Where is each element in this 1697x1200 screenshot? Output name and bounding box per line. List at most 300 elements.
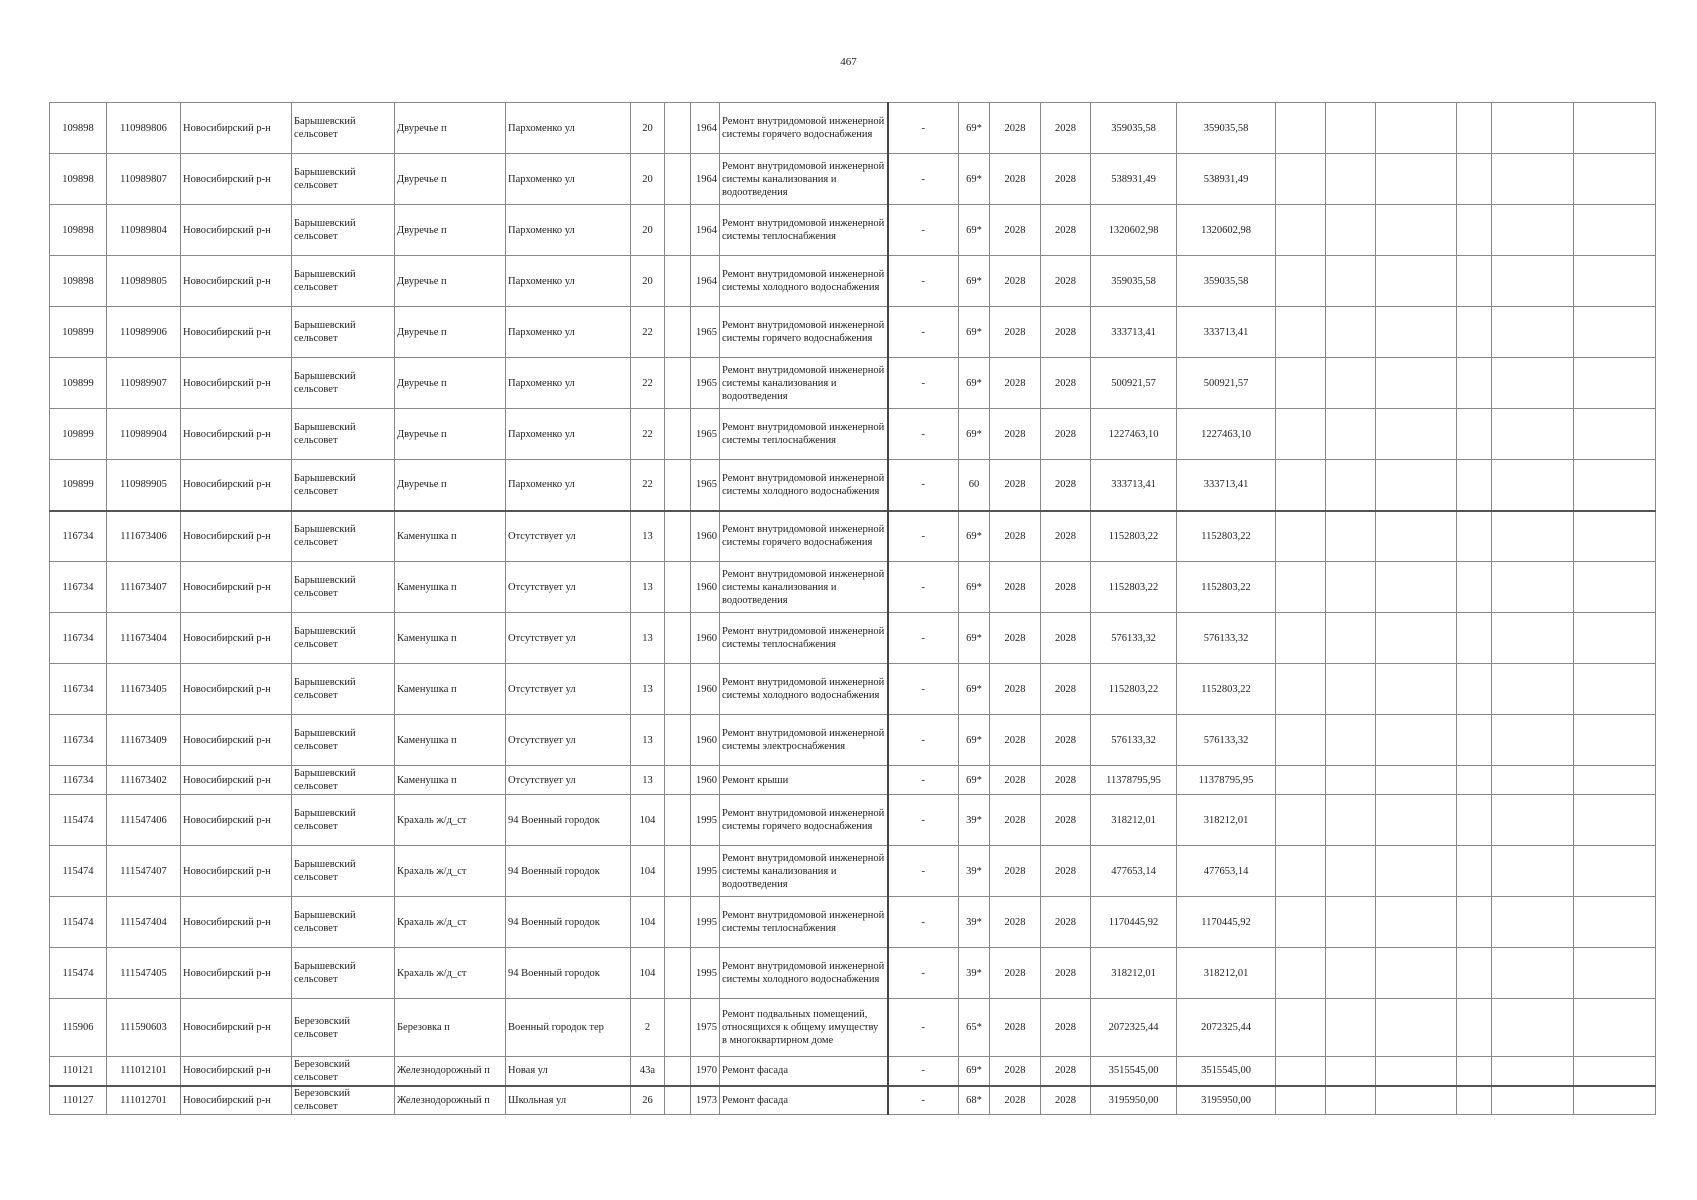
cell-cost-fund: 576133,32 (1177, 613, 1276, 664)
cell-build-year: 1995 (691, 846, 720, 897)
cell-cost-total: 576133,32 (1091, 613, 1177, 664)
cell-plan-year: 2028 (990, 562, 1041, 613)
cell-house-id: 109899 (50, 307, 107, 358)
cell-empty (1574, 664, 1656, 715)
table-row (50, 1057, 1656, 1086)
cell-council: Барышевский сельсовет (292, 154, 395, 205)
cell-work-type: Ремонт внутридомовой инженерной системы теплоснабжения (720, 409, 888, 460)
cell-plan-year: 2028 (990, 205, 1041, 256)
cell-street: Пархоменко ул (506, 307, 631, 358)
cell-work-type: Ремонт внутридомовой инженерной системы холодного водоснабжения (720, 948, 888, 999)
cell-empty (1457, 613, 1492, 664)
cell-cost-total: 333713,41 (1091, 460, 1177, 511)
cell-house-number: 22 (631, 358, 665, 409)
cell-empty (1326, 460, 1376, 511)
cell-work-id: 111673404 (107, 613, 181, 664)
cell-cost-fund: 538931,49 (1177, 154, 1276, 205)
cell-work-id: 111547407 (107, 846, 181, 897)
cell-empty (1376, 562, 1457, 613)
cell-work-id: 111547406 (107, 795, 181, 846)
cell-cost-fund: 3195950,00 (1177, 1086, 1276, 1115)
cell-empty (1492, 664, 1574, 715)
cell-empty (1326, 103, 1376, 154)
cell-empty (1326, 948, 1376, 999)
cell-street: Пархоменко ул (506, 154, 631, 205)
cell-cost-total: 359035,58 (1091, 103, 1177, 154)
cell-empty (1326, 664, 1376, 715)
cell-settlement: Березовка п (395, 999, 506, 1057)
cell-empty (1276, 897, 1326, 948)
cell-cost-total: 1227463,10 (1091, 409, 1177, 460)
cell-house-id: 109899 (50, 460, 107, 511)
cell-work-id: 111673409 (107, 715, 181, 766)
cell-house-id: 109898 (50, 154, 107, 205)
cell-cost-total: 3515545,00 (1091, 1057, 1177, 1086)
cell-wear: 69* (959, 103, 990, 154)
cell-work-id: 111673407 (107, 562, 181, 613)
table-row (50, 409, 1656, 460)
cell-empty (1492, 715, 1574, 766)
cell-empty (1376, 766, 1457, 795)
cell-wear: 39* (959, 897, 990, 948)
cell-plan-year: 2028 (990, 664, 1041, 715)
cell-end-year: 2028 (1041, 103, 1091, 154)
cell-empty (1457, 460, 1492, 511)
cell-settlement: Каменушка п (395, 613, 506, 664)
cell-empty (1492, 460, 1574, 511)
cell-work-id: 110989904 (107, 409, 181, 460)
cell-end-year: 2028 (1041, 409, 1091, 460)
cell-house-id: 109899 (50, 358, 107, 409)
cell-wear: 69* (959, 715, 990, 766)
table-row (50, 460, 1656, 511)
cell-house-id: 116734 (50, 613, 107, 664)
cell-blank (665, 205, 691, 256)
cell-empty (1276, 948, 1326, 999)
cell-empty (1276, 766, 1326, 795)
cell-cost-fund: 359035,58 (1177, 103, 1276, 154)
cell-empty (1326, 409, 1376, 460)
cell-wear: 68* (959, 1086, 990, 1115)
cell-cost-total: 1170445,92 (1091, 897, 1177, 948)
cell-house-id: 109898 (50, 256, 107, 307)
cell-settlement: Крахаль ж/д_ст (395, 948, 506, 999)
cell-cost-total: 3195950,00 (1091, 1086, 1177, 1115)
cell-plan-year: 2028 (990, 715, 1041, 766)
cell-dash: - (888, 613, 959, 664)
cell-dash: - (888, 205, 959, 256)
cell-street: Военный городок тер (506, 999, 631, 1057)
cell-empty (1457, 948, 1492, 999)
cell-empty (1492, 948, 1574, 999)
cell-settlement: Двуречье п (395, 103, 506, 154)
cell-empty (1326, 1086, 1376, 1115)
cell-blank (665, 103, 691, 154)
cell-dash: - (888, 1057, 959, 1086)
cell-settlement: Каменушка п (395, 766, 506, 795)
cell-blank (665, 307, 691, 358)
cell-wear: 69* (959, 1057, 990, 1086)
cell-blank (665, 511, 691, 562)
cell-house-id: 109899 (50, 409, 107, 460)
cell-council: Барышевский сельсовет (292, 205, 395, 256)
cell-empty (1457, 664, 1492, 715)
cell-house-id: 116734 (50, 664, 107, 715)
cell-empty (1492, 1086, 1574, 1115)
cell-work-type: Ремонт внутридомовой инженерной системы горячего водоснабжения (720, 795, 888, 846)
cell-plan-year: 2028 (990, 103, 1041, 154)
cell-empty (1574, 948, 1656, 999)
cell-blank (665, 409, 691, 460)
cell-blank (665, 460, 691, 511)
cell-house-number: 13 (631, 766, 665, 795)
cell-empty (1457, 511, 1492, 562)
cell-blank (665, 358, 691, 409)
cell-dash: - (888, 846, 959, 897)
cell-district: Новосибирский р-н (181, 613, 292, 664)
cell-work-id: 111590603 (107, 999, 181, 1057)
table-row (50, 948, 1656, 999)
cell-empty (1376, 897, 1457, 948)
cell-end-year: 2028 (1041, 1086, 1091, 1115)
cell-work-id: 110989906 (107, 307, 181, 358)
cell-work-type: Ремонт фасада (720, 1086, 888, 1115)
cell-district: Новосибирский р-н (181, 1086, 292, 1115)
cell-empty (1276, 846, 1326, 897)
cell-council: Березовский сельсовет (292, 999, 395, 1057)
cell-plan-year: 2028 (990, 613, 1041, 664)
cell-blank (665, 948, 691, 999)
cell-end-year: 2028 (1041, 205, 1091, 256)
cell-house-id: 115474 (50, 846, 107, 897)
cell-settlement: Железнодорожный п (395, 1086, 506, 1115)
cell-cost-fund: 333713,41 (1177, 307, 1276, 358)
cell-street: Пархоменко ул (506, 103, 631, 154)
cell-settlement: Крахаль ж/д_ст (395, 846, 506, 897)
cell-build-year: 1964 (691, 103, 720, 154)
cell-work-type: Ремонт внутридомовой инженерной системы горячего водоснабжения (720, 103, 888, 154)
cell-house-id: 109898 (50, 103, 107, 154)
cell-district: Новосибирский р-н (181, 715, 292, 766)
cell-empty (1574, 562, 1656, 613)
cell-dash: - (888, 511, 959, 562)
cell-settlement: Двуречье п (395, 460, 506, 511)
cell-plan-year: 2028 (990, 409, 1041, 460)
cell-plan-year: 2028 (990, 795, 1041, 846)
cell-cost-fund: 1227463,10 (1177, 409, 1276, 460)
cell-settlement: Двуречье п (395, 205, 506, 256)
cell-work-type: Ремонт внутридомовой инженерной системы теплоснабжения (720, 897, 888, 948)
cell-district: Новосибирский р-н (181, 1057, 292, 1086)
cell-dash: - (888, 562, 959, 613)
cell-wear: 69* (959, 664, 990, 715)
cell-blank (665, 846, 691, 897)
cell-dash: - (888, 154, 959, 205)
cell-house-number: 20 (631, 154, 665, 205)
cell-work-id: 111547404 (107, 897, 181, 948)
cell-empty (1276, 1057, 1326, 1086)
cell-council: Березовский сельсовет (292, 1086, 395, 1115)
cell-house-id: 110127 (50, 1086, 107, 1115)
cell-end-year: 2028 (1041, 256, 1091, 307)
cell-cost-fund: 500921,57 (1177, 358, 1276, 409)
cell-house-id: 116734 (50, 511, 107, 562)
table-row (50, 999, 1656, 1057)
cell-house-id: 115906 (50, 999, 107, 1057)
cell-district: Новосибирский р-н (181, 999, 292, 1057)
cell-settlement: Крахаль ж/д_ст (395, 897, 506, 948)
cell-empty (1276, 256, 1326, 307)
cell-street: Отсутствует ул (506, 715, 631, 766)
table-row (50, 715, 1656, 766)
capital-repair-table (49, 102, 1656, 1115)
cell-house-id: 110121 (50, 1057, 107, 1086)
cell-end-year: 2028 (1041, 1057, 1091, 1086)
cell-house-number: 13 (631, 613, 665, 664)
cell-street: Пархоменко ул (506, 358, 631, 409)
cell-blank (665, 766, 691, 795)
cell-empty (1326, 897, 1376, 948)
cell-council: Барышевский сельсовет (292, 460, 395, 511)
cell-street: 94 Военный городок (506, 897, 631, 948)
cell-wear: 69* (959, 205, 990, 256)
cell-house-number: 13 (631, 715, 665, 766)
cell-empty (1376, 846, 1457, 897)
cell-empty (1276, 511, 1326, 562)
cell-work-id: 110989907 (107, 358, 181, 409)
cell-street: Отсутствует ул (506, 562, 631, 613)
cell-council: Барышевский сельсовет (292, 715, 395, 766)
cell-empty (1326, 999, 1376, 1057)
cell-house-number: 13 (631, 511, 665, 562)
cell-cost-fund: 1152803,22 (1177, 664, 1276, 715)
cell-house-number: 13 (631, 664, 665, 715)
cell-house-number: 22 (631, 460, 665, 511)
cell-empty (1326, 613, 1376, 664)
cell-district: Новосибирский р-н (181, 664, 292, 715)
cell-house-id: 115474 (50, 795, 107, 846)
cell-cost-total: 500921,57 (1091, 358, 1177, 409)
cell-street: Пархоменко ул (506, 256, 631, 307)
cell-empty (1492, 307, 1574, 358)
cell-cost-fund: 318212,01 (1177, 795, 1276, 846)
cell-empty (1492, 256, 1574, 307)
cell-house-number: 2 (631, 999, 665, 1057)
cell-street: Отсутствует ул (506, 511, 631, 562)
cell-empty (1376, 664, 1457, 715)
cell-cost-fund: 1152803,22 (1177, 562, 1276, 613)
cell-dash: - (888, 999, 959, 1057)
cell-district: Новосибирский р-н (181, 846, 292, 897)
cell-blank (665, 562, 691, 613)
cell-plan-year: 2028 (990, 1086, 1041, 1115)
cell-council: Барышевский сельсовет (292, 562, 395, 613)
cell-blank (665, 664, 691, 715)
cell-empty (1326, 205, 1376, 256)
cell-empty (1326, 307, 1376, 358)
cell-dash: - (888, 307, 959, 358)
cell-house-id: 116734 (50, 562, 107, 613)
cell-cost-total: 576133,32 (1091, 715, 1177, 766)
cell-blank (665, 897, 691, 948)
cell-street: 94 Военный городок (506, 948, 631, 999)
cell-build-year: 1960 (691, 562, 720, 613)
cell-empty (1492, 358, 1574, 409)
cell-empty (1276, 795, 1326, 846)
cell-empty (1376, 409, 1457, 460)
cell-work-type: Ремонт внутридомовой инженерной системы канализования и водоотведения (720, 562, 888, 613)
cell-build-year: 1970 (691, 1057, 720, 1086)
cell-end-year: 2028 (1041, 154, 1091, 205)
cell-cost-total: 477653,14 (1091, 846, 1177, 897)
cell-work-id: 111673402 (107, 766, 181, 795)
cell-wear: 69* (959, 358, 990, 409)
cell-district: Новосибирский р-н (181, 766, 292, 795)
cell-empty (1574, 1086, 1656, 1115)
table-row (50, 256, 1656, 307)
cell-empty (1574, 307, 1656, 358)
cell-district: Новосибирский р-н (181, 103, 292, 154)
cell-build-year: 1995 (691, 795, 720, 846)
cell-plan-year: 2028 (990, 1057, 1041, 1086)
cell-empty (1457, 795, 1492, 846)
cell-empty (1376, 511, 1457, 562)
cell-cost-fund: 359035,58 (1177, 256, 1276, 307)
cell-dash: - (888, 460, 959, 511)
cell-work-id: 110989807 (107, 154, 181, 205)
cell-council: Барышевский сельсовет (292, 307, 395, 358)
cell-build-year: 1973 (691, 1086, 720, 1115)
cell-empty (1376, 307, 1457, 358)
cell-build-year: 1965 (691, 358, 720, 409)
cell-empty (1574, 715, 1656, 766)
cell-dash: - (888, 103, 959, 154)
cell-dash: - (888, 897, 959, 948)
cell-council: Барышевский сельсовет (292, 795, 395, 846)
cell-empty (1276, 999, 1326, 1057)
cell-plan-year: 2028 (990, 460, 1041, 511)
cell-street: Школьная ул (506, 1086, 631, 1115)
cell-build-year: 1960 (691, 613, 720, 664)
cell-empty (1492, 795, 1574, 846)
cell-settlement: Каменушка п (395, 511, 506, 562)
cell-empty (1457, 1057, 1492, 1086)
cell-cost-total: 1152803,22 (1091, 664, 1177, 715)
cell-build-year: 1960 (691, 766, 720, 795)
cell-house-id: 115474 (50, 897, 107, 948)
cell-house-number: 104 (631, 795, 665, 846)
cell-empty (1492, 154, 1574, 205)
cell-empty (1376, 1086, 1457, 1115)
cell-district: Новосибирский р-н (181, 256, 292, 307)
cell-plan-year: 2028 (990, 256, 1041, 307)
cell-cost-total: 1152803,22 (1091, 562, 1177, 613)
cell-settlement: Каменушка п (395, 562, 506, 613)
cell-empty (1326, 511, 1376, 562)
cell-council: Барышевский сельсовет (292, 897, 395, 948)
cell-council: Березовский сельсовет (292, 1057, 395, 1086)
cell-wear: 60 (959, 460, 990, 511)
cell-empty (1376, 613, 1457, 664)
cell-empty (1326, 562, 1376, 613)
cell-district: Новосибирский р-н (181, 948, 292, 999)
cell-blank (665, 999, 691, 1057)
cell-work-type: Ремонт внутридомовой инженерной системы горячего водоснабжения (720, 511, 888, 562)
cell-empty (1376, 358, 1457, 409)
cell-blank (665, 1086, 691, 1115)
cell-work-id: 111547405 (107, 948, 181, 999)
cell-work-type: Ремонт внутридомовой инженерной системы холодного водоснабжения (720, 664, 888, 715)
cell-empty (1276, 460, 1326, 511)
cell-empty (1492, 562, 1574, 613)
cell-work-type: Ремонт внутридомовой инженерной системы горячего водоснабжения (720, 307, 888, 358)
cell-street: Пархоменко ул (506, 409, 631, 460)
cell-wear: 69* (959, 511, 990, 562)
cell-settlement: Крахаль ж/д_ст (395, 795, 506, 846)
cell-end-year: 2028 (1041, 307, 1091, 358)
cell-wear: 39* (959, 948, 990, 999)
cell-empty (1574, 409, 1656, 460)
cell-cost-fund: 11378795,95 (1177, 766, 1276, 795)
cell-cost-total: 2072325,44 (1091, 999, 1177, 1057)
cell-cost-fund: 477653,14 (1177, 846, 1276, 897)
table-row (50, 897, 1656, 948)
cell-empty (1326, 154, 1376, 205)
cell-empty (1376, 256, 1457, 307)
cell-empty (1574, 613, 1656, 664)
cell-build-year: 1995 (691, 897, 720, 948)
cell-cost-total: 333713,41 (1091, 307, 1177, 358)
cell-empty (1574, 205, 1656, 256)
cell-empty (1457, 999, 1492, 1057)
cell-district: Новосибирский р-н (181, 358, 292, 409)
table-row (50, 205, 1656, 256)
cell-district: Новосибирский р-н (181, 154, 292, 205)
cell-work-type: Ремонт внутридомовой инженерной системы канализования и водоотведения (720, 846, 888, 897)
cell-dash: - (888, 358, 959, 409)
cell-dash: - (888, 766, 959, 795)
cell-empty (1376, 948, 1457, 999)
cell-empty (1574, 154, 1656, 205)
cell-council: Барышевский сельсовет (292, 613, 395, 664)
cell-street: Отсутствует ул (506, 664, 631, 715)
cell-wear: 69* (959, 613, 990, 664)
cell-council: Барышевский сельсовет (292, 409, 395, 460)
cell-end-year: 2028 (1041, 948, 1091, 999)
table-body (50, 103, 1656, 1115)
cell-empty (1276, 409, 1326, 460)
cell-dash: - (888, 664, 959, 715)
table-row (50, 358, 1656, 409)
cell-dash: - (888, 795, 959, 846)
table-row (50, 613, 1656, 664)
cell-street: Пархоменко ул (506, 460, 631, 511)
cell-build-year: 1975 (691, 999, 720, 1057)
cell-empty (1492, 1057, 1574, 1086)
cell-end-year: 2028 (1041, 562, 1091, 613)
cell-empty (1326, 715, 1376, 766)
cell-dash: - (888, 256, 959, 307)
cell-empty (1574, 1057, 1656, 1086)
cell-work-id: 111012101 (107, 1057, 181, 1086)
cell-end-year: 2028 (1041, 999, 1091, 1057)
cell-cost-fund: 1170445,92 (1177, 897, 1276, 948)
cell-plan-year: 2028 (990, 948, 1041, 999)
cell-empty (1492, 846, 1574, 897)
cell-build-year: 1964 (691, 154, 720, 205)
cell-empty (1492, 999, 1574, 1057)
cell-dash: - (888, 715, 959, 766)
